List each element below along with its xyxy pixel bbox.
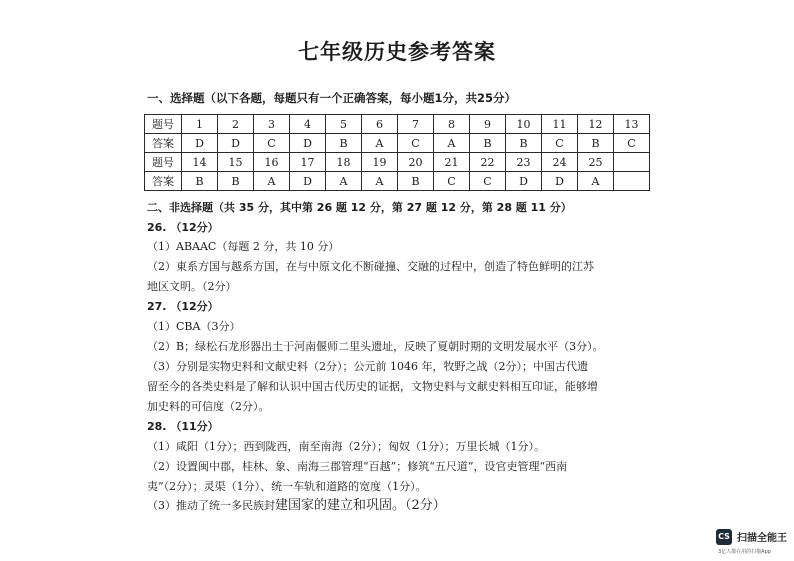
answer-table-row xyxy=(145,134,650,153)
q28-heading: 28. （11分） xyxy=(147,420,219,433)
answer-table-row-header: 答案 xyxy=(145,172,182,191)
answer-table-cell: 3 xyxy=(254,115,290,134)
answer-table-cell: 12 xyxy=(578,115,614,134)
answer-table-cell: 2 xyxy=(218,115,254,134)
answer-table-cell: D xyxy=(290,134,326,153)
answer-table-cell: 7 xyxy=(398,115,434,134)
answer-table-cell: 20 xyxy=(398,153,434,172)
answer-table-cell: C xyxy=(398,134,434,153)
answer-table-cell: B xyxy=(182,172,218,191)
q26-heading: 26. （12分） xyxy=(147,221,219,234)
q28-last-prefix: （3）推动了统一多民族封 xyxy=(147,499,275,512)
q28-line: 夷”（2分）；灵渠（1分）、统一车轨和道路的宽度（1分）。 xyxy=(147,480,427,493)
answer-table-cell: 13 xyxy=(614,115,650,134)
answer-table-cell: C xyxy=(434,172,470,191)
q27-line: （3）分别是实物史料和文献史料（2分）；公元前 1046 年，牧野之战（2分）；中国古代遗 xyxy=(147,360,588,373)
answer-table-cell: D xyxy=(506,172,542,191)
q27-line: （1）CBA（3分） xyxy=(147,320,241,333)
answer-table-cell: 5 xyxy=(326,115,362,134)
answer-table-cell: C xyxy=(254,134,290,153)
answer-table-cell: B xyxy=(470,134,506,153)
q28-line: （1）咸阳（1分）；西到陇西，南至南海（2分）；匈奴（1分）；万里长城（1分）。 xyxy=(147,440,545,453)
answer-table-cell: 24 xyxy=(542,153,578,172)
answer-table-cell: 21 xyxy=(434,153,470,172)
answer-table-row-header: 题号 xyxy=(145,115,182,134)
q26-line: 地区文明。（2分） xyxy=(147,280,237,293)
answer-table-row xyxy=(145,153,650,172)
q27-line: 加史料的可信度（2分）。 xyxy=(147,400,270,413)
answer-table-cell: C xyxy=(470,172,506,191)
answer-table-cell: A xyxy=(434,134,470,153)
answer-table-cell: D xyxy=(542,172,578,191)
answer-table-cell: 25 xyxy=(578,153,614,172)
scanner-brand: 扫描全能王 xyxy=(737,533,787,544)
answer-table-cell: 11 xyxy=(542,115,578,134)
answer-table-cell: A xyxy=(254,172,290,191)
answer-table-cell: C xyxy=(542,134,578,153)
answer-table-cell: 1 xyxy=(182,115,218,134)
q27-line: 留至今的各类史料是了解和认识中国古代历史的证据，文物史料与文献史料相互印证，能够增 xyxy=(147,380,598,393)
q26-line: （1）ABAAC（每题 2 分，共 10 分） xyxy=(147,240,340,253)
answer-table-cell xyxy=(614,172,650,191)
q27-line: （2）B；绿松石龙形器出土于河南偃师二里头遗址，反映了夏朝时期的文明发展水平（3分）。 xyxy=(147,340,604,353)
section2-heading: 二、非选择题（共 35 分，其中第 26 题 12 分，第 27 题 12 分，第 28 题 11 分） xyxy=(147,201,572,214)
answer-table-cell: 16 xyxy=(254,153,290,172)
q27-heading: 27. （12分） xyxy=(147,300,219,313)
scanner-tagline: 3亿人都在用的扫描App xyxy=(718,549,771,555)
answer-table-cell: 23 xyxy=(506,153,542,172)
answer-table-cell: D xyxy=(290,172,326,191)
answer-table-cell: 9 xyxy=(470,115,506,134)
answer-table-cell: 8 xyxy=(434,115,470,134)
q28-line-last xyxy=(147,494,446,513)
answer-table-row xyxy=(145,172,650,191)
q26-line: （2）東系方国与越系方国，在与中原文化不断碰撞、交融的过程中，创造了特色鲜明的江苏 xyxy=(147,260,594,273)
section1-heading: 一、选择题（以下各题，每题只有一个正确答案，每小题1分，共25分） xyxy=(147,91,517,105)
page-title: 七年级历史参考答案 xyxy=(298,40,496,64)
answer-table-cell: C xyxy=(614,134,650,153)
answer-table-cell: 15 xyxy=(218,153,254,172)
answer-table-cell: B xyxy=(398,172,434,191)
answer-table-cell: D xyxy=(218,134,254,153)
answer-table-cell: A xyxy=(326,172,362,191)
answer-table-row-header: 题号 xyxy=(145,153,182,172)
answer-table-row xyxy=(145,115,650,134)
answer-table-cell: B xyxy=(218,172,254,191)
answer-table-cell: B xyxy=(506,134,542,153)
answer-table-row-header: 答案 xyxy=(145,134,182,153)
answer-table-cell xyxy=(614,153,650,172)
answer-table-cell: 10 xyxy=(506,115,542,134)
answer-table-cell: 4 xyxy=(290,115,326,134)
q28-last-suffix: 建国家的建立和巩固。（2分） xyxy=(275,498,446,513)
answer-table-cell: 6 xyxy=(362,115,398,134)
answer-table-cell: B xyxy=(326,134,362,153)
answer-table-cell: A xyxy=(362,134,398,153)
answer-table-cell: B xyxy=(578,134,614,153)
answer-table-cell: A xyxy=(362,172,398,191)
answer-table xyxy=(144,114,650,191)
answer-table-cell: 17 xyxy=(290,153,326,172)
answer-table-cell: D xyxy=(182,134,218,153)
q28-line: （2）设置闽中郡，桂林、象、南海三郡管理“百越”；修筑“五尺道”，设官吏管理“西南 xyxy=(147,460,568,473)
scanner-logo-icon: CS xyxy=(716,529,732,545)
answer-table-cell: 19 xyxy=(362,153,398,172)
answer-table-cell: 14 xyxy=(182,153,218,172)
answer-table-cell: 22 xyxy=(470,153,506,172)
answer-table-cell: A xyxy=(578,172,614,191)
answer-table-cell: 18 xyxy=(326,153,362,172)
